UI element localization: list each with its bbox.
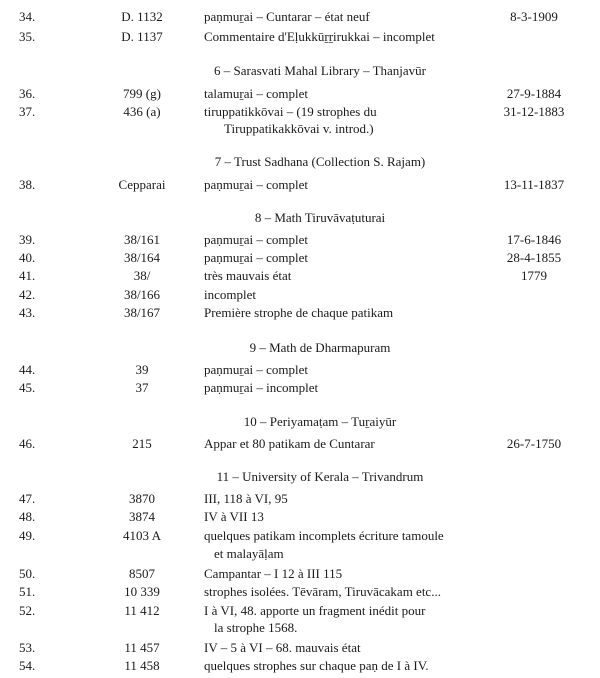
row-date: 26-7-1750: [506, 436, 562, 451]
row-description: Commentaire d'Eḷukkūṟṟirukkai – incomplet: [204, 29, 435, 44]
row-description: paṇmuṟai – complet: [204, 250, 308, 265]
row-description: IV à VII 13: [204, 509, 264, 524]
row-description-continued: Tiruppatikakkōvai v. introd.): [224, 121, 374, 136]
row-description: très mauvais état: [204, 268, 292, 283]
table-row: [0, 176, 600, 194]
manuscript-code: 436 (a): [123, 104, 161, 119]
row-number: 44.: [19, 362, 36, 377]
table-row: [0, 639, 600, 657]
table-row-continuation: [0, 120, 600, 138]
table-row: [0, 435, 600, 453]
table-row: [0, 361, 600, 379]
row-description: tiruppatikkōvai – (19 strophes du: [204, 104, 377, 119]
table-row: [0, 508, 600, 526]
table-row-continuation: [0, 545, 600, 563]
row-number: 43.: [19, 305, 36, 320]
manuscript-code: 215: [132, 436, 152, 451]
row-number: 36.: [19, 86, 36, 101]
manuscript-code: 11 458: [124, 658, 160, 673]
table-row: [0, 583, 600, 601]
section-heading: [0, 209, 600, 227]
row-number: 45.: [19, 380, 36, 395]
section-heading: [0, 339, 600, 357]
row-description: quelques strophes sur chaque paṇ de I à IV.: [204, 658, 429, 673]
row-description: IV – 5 à VI – 68. mauvais état: [204, 640, 361, 655]
row-number: 52.: [19, 603, 36, 618]
table-row: [0, 490, 600, 508]
row-description-continued: et malayāḷam: [214, 546, 284, 561]
section-title: 8 – Math Tiruvāvaṭuturai: [254, 210, 386, 225]
row-date: 28-4-1855: [506, 250, 562, 265]
section-title: 11 – University of Kerala – Trivandrum: [216, 469, 424, 484]
manuscript-code: 38/161: [123, 232, 161, 247]
manuscript-code: 37: [135, 380, 149, 395]
table-row: [0, 379, 600, 397]
table-row: [0, 565, 600, 583]
row-description: Première strophe de chaque patikam: [204, 305, 394, 320]
row-date: 31-12-1883: [503, 104, 565, 119]
table-row: [0, 304, 600, 322]
row-description: paṇmuṟai – complet: [204, 362, 308, 377]
row-number: 37.: [19, 104, 36, 119]
row-description: Appar et 80 patikam de Cuntarar: [204, 436, 375, 451]
row-description: paṇmuṟai – incomplet: [204, 380, 319, 395]
row-number: 54.: [19, 658, 36, 673]
section-title: 9 – Math de Dharmapuram: [249, 340, 391, 355]
row-date: 1779: [521, 268, 547, 283]
manuscript-code: 39: [135, 362, 149, 377]
row-date: 13-11-1837: [503, 177, 565, 192]
row-date: 8-3-1909: [510, 9, 558, 24]
row-description-continued: la strophe 1568.: [214, 620, 298, 635]
manuscript-code: 38/166: [123, 287, 161, 302]
section-title: 7 – Trust Sadhana (Collection S. Rajam): [214, 154, 426, 169]
row-number: 40.: [19, 250, 36, 265]
row-description: paṇmuṟai – Cuntarar – état neuf: [204, 9, 370, 24]
row-number: 41.: [19, 268, 36, 283]
row-description: strophes isolées. Tēvāram, Tiruvācakam etc...: [204, 584, 441, 599]
row-description: I à VI, 48. apporte un fragment inédit pour: [204, 603, 426, 618]
table-row: [0, 103, 600, 121]
row-date: 17-6-1846: [506, 232, 562, 247]
manuscript-code: 4103 A: [123, 528, 161, 543]
row-number: 53.: [19, 640, 36, 655]
section-heading: [0, 153, 600, 171]
row-number: 47.: [19, 491, 36, 506]
section-title: 6 – Sarasvati Mahal Library – Thanjavūr: [213, 63, 427, 78]
manuscript-code: 3870: [129, 491, 155, 506]
table-row-continuation: [0, 619, 600, 637]
manuscript-code: 11 457: [124, 640, 160, 655]
section-title: 10 – Periyamaṭam – Tuṟaiyūr: [243, 414, 397, 429]
table-row: [0, 267, 600, 285]
row-number: 39.: [19, 232, 36, 247]
table-row: [0, 249, 600, 267]
manuscript-code: 10 339: [124, 584, 160, 599]
row-description: paṇmuṟai – complet: [204, 177, 308, 192]
table-row: [0, 657, 600, 675]
section-heading: [0, 468, 600, 486]
row-number: 50.: [19, 566, 36, 581]
row-date: 27-9-1884: [506, 86, 562, 101]
row-number: 35.: [19, 29, 36, 44]
manuscript-code: Cepparai: [118, 177, 166, 192]
manuscript-code: 8507: [129, 566, 155, 581]
row-description: Campantar – I 12 à III 115: [204, 566, 343, 581]
table-row: [0, 85, 600, 103]
manuscript-code: D. 1137: [121, 29, 163, 44]
row-number: 46.: [19, 436, 36, 451]
row-description: III, 118 à VI, 95: [204, 491, 288, 506]
table-row: [0, 8, 600, 26]
manuscript-code: 38/164: [123, 250, 161, 265]
row-number: 42.: [19, 287, 36, 302]
table-row: [0, 286, 600, 304]
row-number: 48.: [19, 509, 36, 524]
manuscript-code: 799 (g): [123, 86, 161, 101]
manuscript-code: D. 1132: [121, 9, 163, 24]
manuscript-code: 3874: [129, 509, 155, 524]
row-number: 34.: [19, 9, 36, 24]
manuscript-code: 38/167: [123, 305, 161, 320]
row-number: 49.: [19, 528, 36, 543]
row-description: paṇmuṟai – complet: [204, 232, 308, 247]
manuscript-code: 38/: [133, 268, 151, 283]
table-row: [0, 28, 600, 46]
table-row: [0, 527, 600, 545]
row-number: 38.: [19, 177, 36, 192]
section-heading: [0, 62, 600, 80]
row-description: talamuṟai – complet: [204, 86, 308, 101]
row-number: 51.: [19, 584, 36, 599]
table-row: [0, 602, 600, 620]
section-heading: [0, 413, 600, 431]
row-description: quelques patikam incomplets écriture tamoule: [204, 528, 444, 543]
row-description: incomplet: [204, 287, 256, 302]
manuscript-code: 11 412: [124, 603, 160, 618]
table-row: [0, 231, 600, 249]
